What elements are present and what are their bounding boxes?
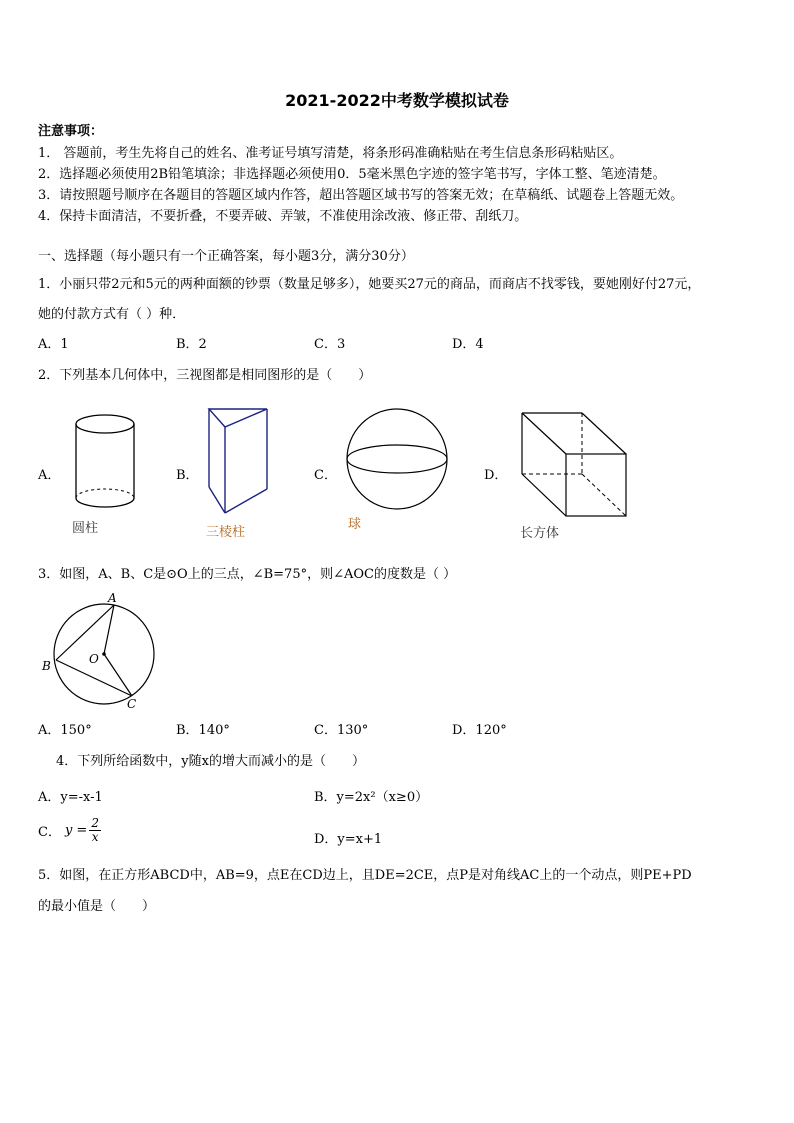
sphere-label: 球 — [348, 517, 362, 532]
question-1-text-cont: 她的付款方式有（ ）种． — [38, 307, 186, 322]
cuboid-figure — [518, 410, 633, 520]
q4-option-c-fraction — [89, 817, 101, 844]
question-5-text-cont: 的最小值是（ ） — [38, 899, 156, 914]
section-heading: 一、选择题（每小题只有一个正确答案，每小题3分，满分30分） — [38, 249, 414, 264]
question-3-text: 3．如图，A、B、C是⊙O上的三点，∠B=75°，则∠AOC的度数是（ ） — [38, 567, 457, 582]
q4-option-d: D．y=x+1 — [314, 832, 383, 847]
q2-option-b: B． — [176, 468, 199, 483]
question-2-text: 2．下列基本几何体中，三视图都是相同图形的是（ ） — [38, 368, 372, 383]
notice-item: 2．选择题必须使用2B铅笔填涂；非选择题必须使用0．5毫米黑色字迹的签字笔书写，字体工整、笔迹清楚。 — [38, 167, 666, 182]
q3-option-b: B．140° — [176, 723, 230, 738]
question-5-text: 5．如图，在正方形ABCD中，AB=9，点E在CD边上，且DE=2CE，点P是对角线AC上的一个动点，则PE+PD — [38, 868, 692, 883]
fraction-numerator: 2 — [91, 816, 99, 830]
page-title: 2021-2022中考数学模拟试卷 — [285, 91, 509, 110]
q4-option-b: B．y=2x²（x≥0） — [314, 790, 429, 805]
cylinder-figure — [70, 410, 140, 520]
sphere-figure — [344, 406, 454, 516]
q2-option-a: A． — [38, 468, 61, 483]
q1-option-c: C．3 — [314, 337, 346, 352]
question-1-text: 1．小丽只带2元和5元的两种面额的钞票（数量足够多），她要买27元的商品，而商店不找零钱，要她刚好付27元， — [38, 277, 701, 292]
notice-item: 3．请按照题号顺序在各题目的答题区域内作答，超出答题区域书写的答案无效；在草稿纸、试题卷上答题无效。 — [38, 188, 684, 203]
notice-heading: 注意事项： — [38, 124, 104, 139]
notice-item: 1． 答题前，考生先将自己的姓名、准考证号填写清楚，将条形码准确粘贴在考生信息条形码粘贴区。 — [38, 146, 623, 161]
q4-option-c — [38, 817, 101, 844]
q4-option-c-prefix: C． — [38, 825, 61, 840]
notice-item: 4．保持卡面清洁，不要折叠，不要弄破、弄皱，不准使用涂改液、修正带、刮纸刀。 — [38, 209, 528, 224]
q3-option-d: D．120° — [452, 723, 507, 738]
q2-option-d: D． — [484, 468, 508, 483]
point-a-label: A — [108, 591, 117, 605]
point-c-label: C — [127, 697, 137, 711]
q4-option-a: A．y=-x-1 — [38, 790, 103, 805]
circle-figure — [38, 588, 158, 713]
q4-option-c-lhs: y = — [64, 823, 88, 838]
cuboid-label: 长方体 — [520, 526, 560, 541]
q3-option-a: A．150° — [38, 723, 92, 738]
triangular-prism-figure — [205, 405, 275, 520]
q1-option-d: D．4 — [452, 337, 484, 352]
point-b-label: B — [42, 659, 51, 673]
question-4-text: 4．下列所给函数中，y随x的增大而减小的是（ ） — [56, 754, 365, 769]
q1-option-a: A．1 — [38, 337, 69, 352]
point-o-label: O — [89, 652, 99, 666]
q3-option-c: C．130° — [314, 723, 369, 738]
cylinder-label: 圆柱 — [72, 521, 99, 536]
q2-option-c: C． — [314, 468, 337, 483]
fraction-denominator: x — [91, 830, 99, 844]
triangular-prism-label: 三棱柱 — [206, 525, 246, 540]
q1-option-b: B．2 — [176, 337, 207, 352]
